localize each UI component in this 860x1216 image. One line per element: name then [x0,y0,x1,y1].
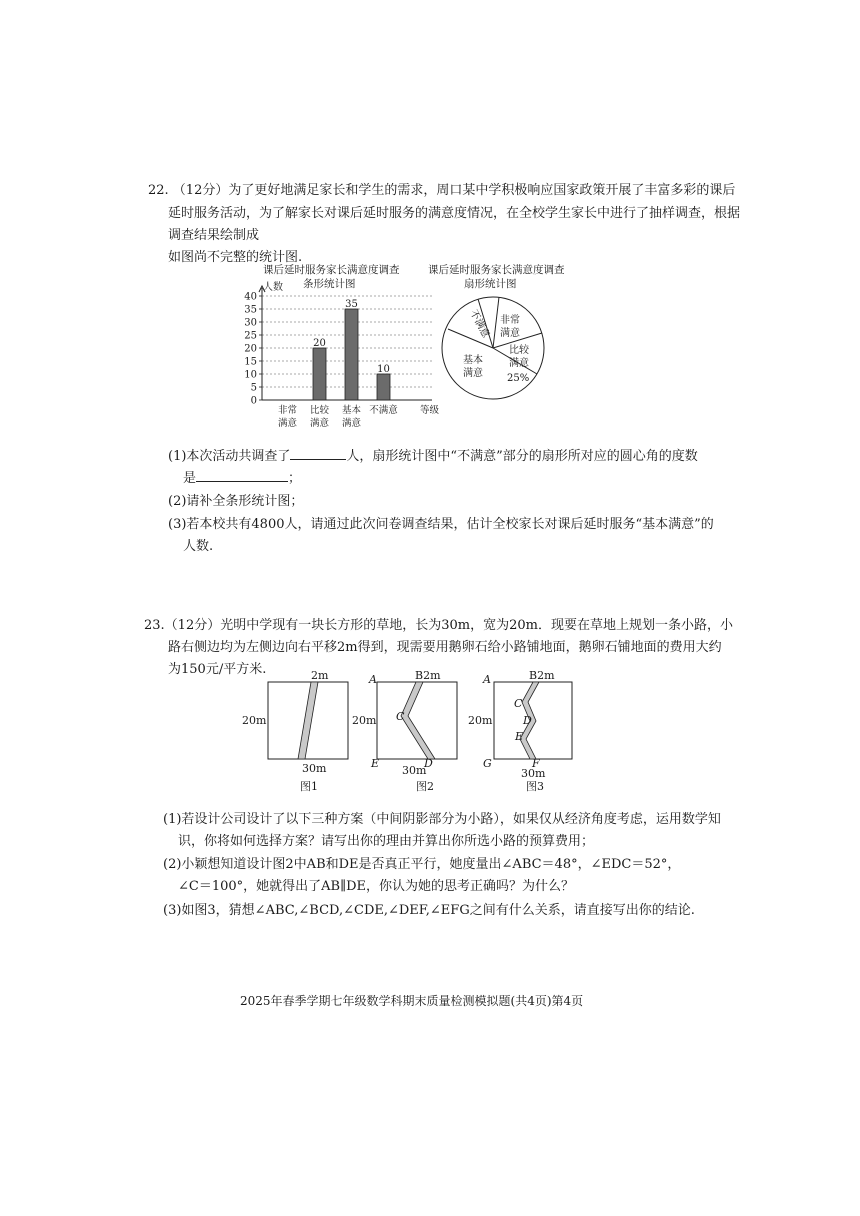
page-footer: 2025年春季学期七年级数学科期末质量检测模拟题(共4页)第4页 [240,994,584,1008]
figure-2 [352,669,457,793]
fig2-label-D: D [424,757,433,770]
q22-sub1-line2 [183,467,301,486]
x-tick-label-0: 满意 [277,418,298,429]
q22-sub3-line2: 人数. [183,539,214,554]
fig3-label-E: E [515,730,524,743]
x-tick-label-3: 不满意 [369,405,398,416]
q23-sub1-line2: 识，你将如何选择方案？请写出你的理由并算出你所选小路的预算费用； [178,834,595,849]
x-tick-label-2: 满意 [341,418,362,429]
q22-sub1-part-a: (1)本次活动共调查了 [168,449,291,464]
fig2-label-E: E [371,757,380,770]
q23-sub2-line1: (2)小颖想知道设计图2中AB和DE是否真正平行，她度量出∠ABC＝48°，∠EDC＝52°， [163,857,681,872]
q22-sub1-part-c: 是 [183,471,197,486]
q23-sub3: (3)如图3，猜想∠ABC,∠BCD,∠CDE,∠DEF,∠EFG之间有什么关系，请直接写出你的结论. [163,903,695,918]
data-label-1: 20 [313,338,326,349]
q22-sub2: (2)请补全条形统计图； [168,494,304,509]
pie-chart [435,290,555,410]
bar-2 [345,309,358,400]
pie-label-bijiao-2: 满意 [509,358,529,369]
q22-sub1-line1 [168,445,698,464]
bar-chart-title: 课后延时服务家长满意度调查 [263,264,400,276]
pie-label-feichang-2: 满意 [500,328,520,339]
q22-sub1-part-d: ； [288,471,302,486]
x-tick-label-1: 满意 [309,418,330,429]
fig2-left-label: 20m [352,714,377,727]
y-tick-label: 5 [250,382,257,394]
y-tick-label: 20 [244,343,257,355]
fig3-bottom-label: 30m [521,767,546,780]
fig3-label-C: C [514,697,523,710]
fig3-caption: 图3 [526,780,544,793]
pie-label-feichang-1: 非常 [500,315,520,326]
fig3-label-D: D [523,714,532,727]
figure-1 [242,669,348,793]
data-label-3: 10 [377,364,390,375]
q22-line2: 延时服务活动，为了解家长对课后延时服务的满意度情况，在全校学生家长中进行了抽样调查，根据 [168,206,741,221]
pie-label-jiben-1: 基本 [463,355,483,366]
bar-3 [377,374,390,400]
fig1-left-label: 20m [242,714,267,727]
q22-line4: 如图尚不完整的统计图. [168,250,303,265]
pie-label-bijiao-3: 25% [507,373,530,384]
data-label-2: 35 [345,299,358,310]
fig2-bottom-label: 30m [402,764,427,777]
q23-sub2-line2: ∠C＝100°，她就得出了AB∥DE，你认为她的思考正确吗？为什么？ [178,879,575,894]
pie-slice-divider-2 [493,297,499,348]
fig3-top-label: B2m [529,669,555,682]
y-tick-label: 15 [244,356,257,368]
fig1-path [298,682,318,759]
q22-sub3-line1: (3)若本校共有4800人，请通过此次问卷调查结果，估计全校家长对课后延时服务“基本满意”的 [168,517,714,532]
fig3-label-A: A [483,673,491,686]
y-tick-label: 40 [244,291,257,303]
q23-line2: 路右侧边均为左侧边向右平移2m得到，现需要用鹅卵石给小路铺地面，鹅卵石铺地面的费用大约 [168,640,722,655]
y-axis-label: 人数 [263,282,283,293]
y-tick-label: 10 [244,369,257,381]
fig1-bottom-label: 30m [302,762,327,775]
answer-blank-angle[interactable] [196,469,288,482]
pie-label-jiben-2: 满意 [463,368,483,379]
q23-line1: 23.（12分）光明中学现有一块长方形的草地，长为30m，宽为20m．现要在草地上规划一条小路，小 [144,618,733,633]
figure-3 [468,669,572,793]
y-tick-label: 25 [244,330,257,342]
y-tick-label: 0 [250,395,257,407]
q22-line1: 22. （12分）为了更好地满足家长和学生的需求，周口某中学积极响应国家政策开展了丰富多彩的课后 [148,183,736,198]
bar-chart [228,280,440,440]
q22-line3: 调查结果绘制成 [168,228,260,243]
pie-chart-subtitle: 扇形统计图 [464,278,517,290]
q22-sub1-part-b: 人，扇形统计图中“不满意”部分的扇形所对应的圆心角的度数 [346,449,698,464]
y-tick-label: 30 [244,317,257,329]
bar-1 [313,348,326,400]
pie-chart-title: 课后延时服务家长满意度调查 [428,264,565,276]
fig2-label-C: C [396,710,405,723]
bar-chart-subtitle: 条形统计图 [303,278,356,290]
x-tick-label-2: 基本 [341,405,362,416]
x-axis-label: 等级 [420,405,440,416]
y-tick-label: 35 [244,304,257,316]
fig2-caption: 图2 [416,780,434,793]
pie-label-bijiao-1: 比较 [509,345,529,356]
fig1-caption: 图1 [300,780,318,793]
q23-sub1-line1: (1)若设计公司设计了以下三种方案（中间阴影部分为小路），如果仅从经济角度考虑，运用数学知 [163,812,721,827]
q23-line3: 为150元/平方米. [168,662,267,677]
x-tick-label-0: 非常 [277,405,298,416]
pie-label-bumanyi: 不满意 [467,308,492,340]
fig2-label-A: A [369,673,377,686]
fig3-left-label: 20m [468,714,493,727]
fig3-label-F: F [532,757,540,770]
fig2-path [401,682,435,759]
fig2-top-label: B2m [415,669,441,682]
answer-blank-count[interactable] [290,447,346,460]
fig1-top-label: 2m [311,669,329,682]
fig3-label-G: G [483,757,492,770]
x-tick-label-1: 比较 [309,405,330,416]
q23-figures [238,666,638,796]
